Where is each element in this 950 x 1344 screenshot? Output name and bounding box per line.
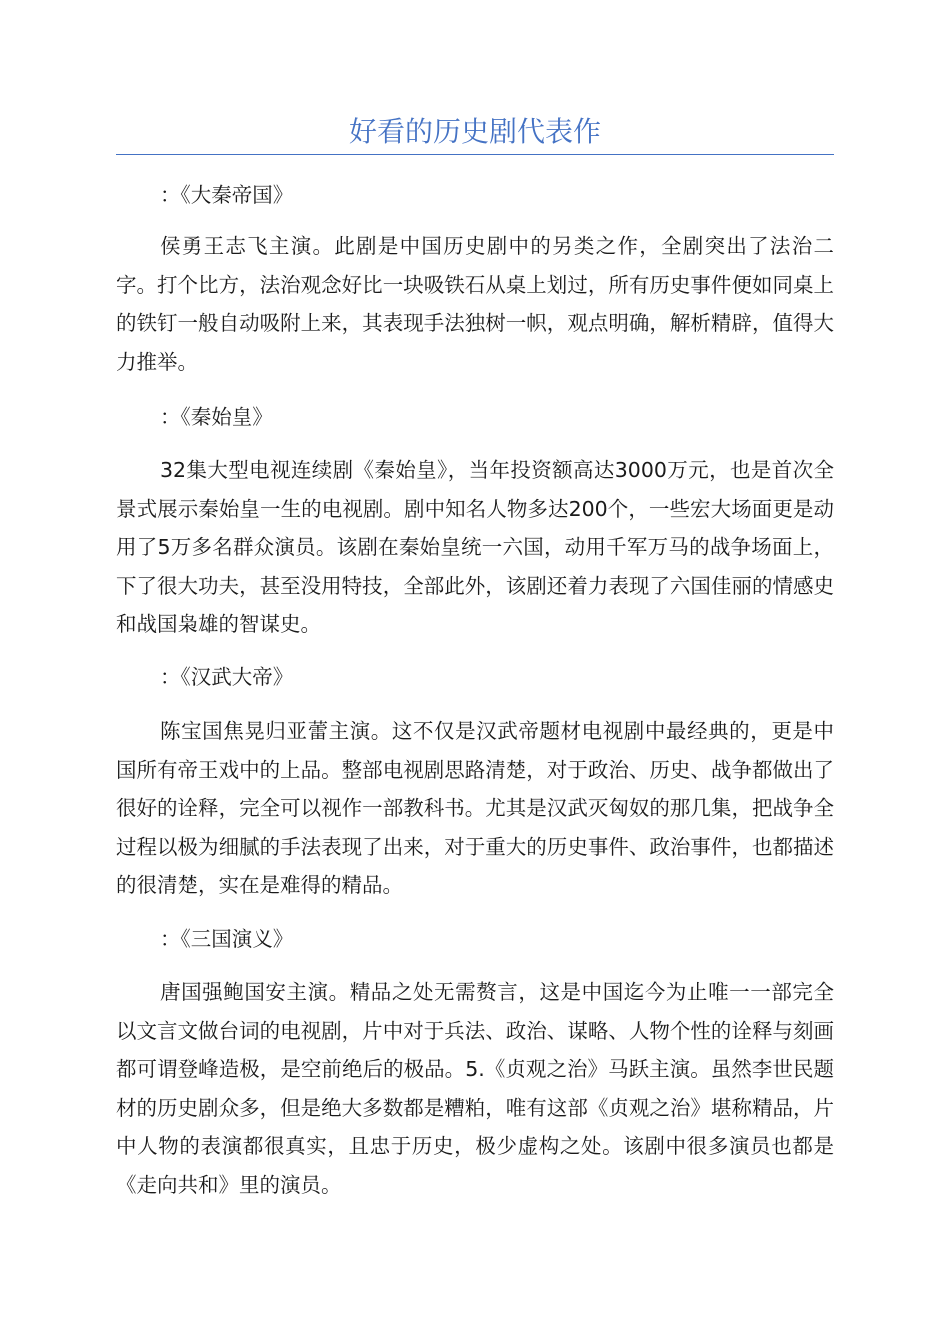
- section-heading: ：《汉武大帝》: [160, 665, 294, 689]
- title-underline: [116, 154, 834, 155]
- section-heading: ：《秦始皇》: [160, 405, 273, 429]
- section-paragraph: 侯勇王志飞主演。此剧是中国历史剧中的另类之作，全剧突出了法治二字。打个比方，法治观念好比一块吸铁石从桌上划过，所有历史事件便如同桌上的铁钉一般自动吸附上来，其表现手法独树一帜，观点明确，解析精辟，值得大力推举。: [116, 234, 834, 374]
- section-paragraph: 唐国强鲍国安主演。精品之处无需赘言，这是中国迄今为止唯一一部完全以文言文做台词的电视剧，片中对于兵法、政治、谋略、人物个性的诠释与刻画都可谓登峰造极，是空前绝后的极品。5.《贞观之治》马跃主演。虽然李世民题材的历史剧众多，但是绝大多数都是糟粕，唯有这部《贞观之治》堪称精品，片中人物的表演都很真实，且忠于历史，极少虚构之处。该剧中很多演员也都是《走向共和》里的演员。: [116, 980, 834, 1197]
- section-heading: ：《大秦帝国》: [160, 183, 294, 207]
- section-paragraph: 32集大型电视连续剧《秦始皇》，当年投资额高达3000万元，也是首次全景式展示秦始皇一生的电视剧。剧中知名人物多达200个，一些宏大场面更是动用了5万多名群众演员。该剧在秦始皇统一六国，动用千军万马的战争场面上，下了很大功夫，甚至没用特技，全部此外，该剧还着力表现了六国佳丽的情感史和战国枭雄的智谋史。: [116, 458, 834, 636]
- document-title: 好看的历史剧代表作: [348, 115, 601, 148]
- section-paragraph: 陈宝国焦晃归亚蕾主演。这不仅是汉武帝题材电视剧中最经典的，更是中国所有帝王戏中的上品。整部电视剧思路清楚，对于政治、历史、战争都做出了很好的诠释，完全可以视作一部教科书。尤其是汉武灭匈奴的那几集，把战争全过程以极为细腻的手法表现了出来，对于重大的历史事件、政治事件，也都描述的很清楚，实在是难得的精品。: [116, 719, 834, 897]
- section-heading: ：《三国演义》: [160, 927, 294, 951]
